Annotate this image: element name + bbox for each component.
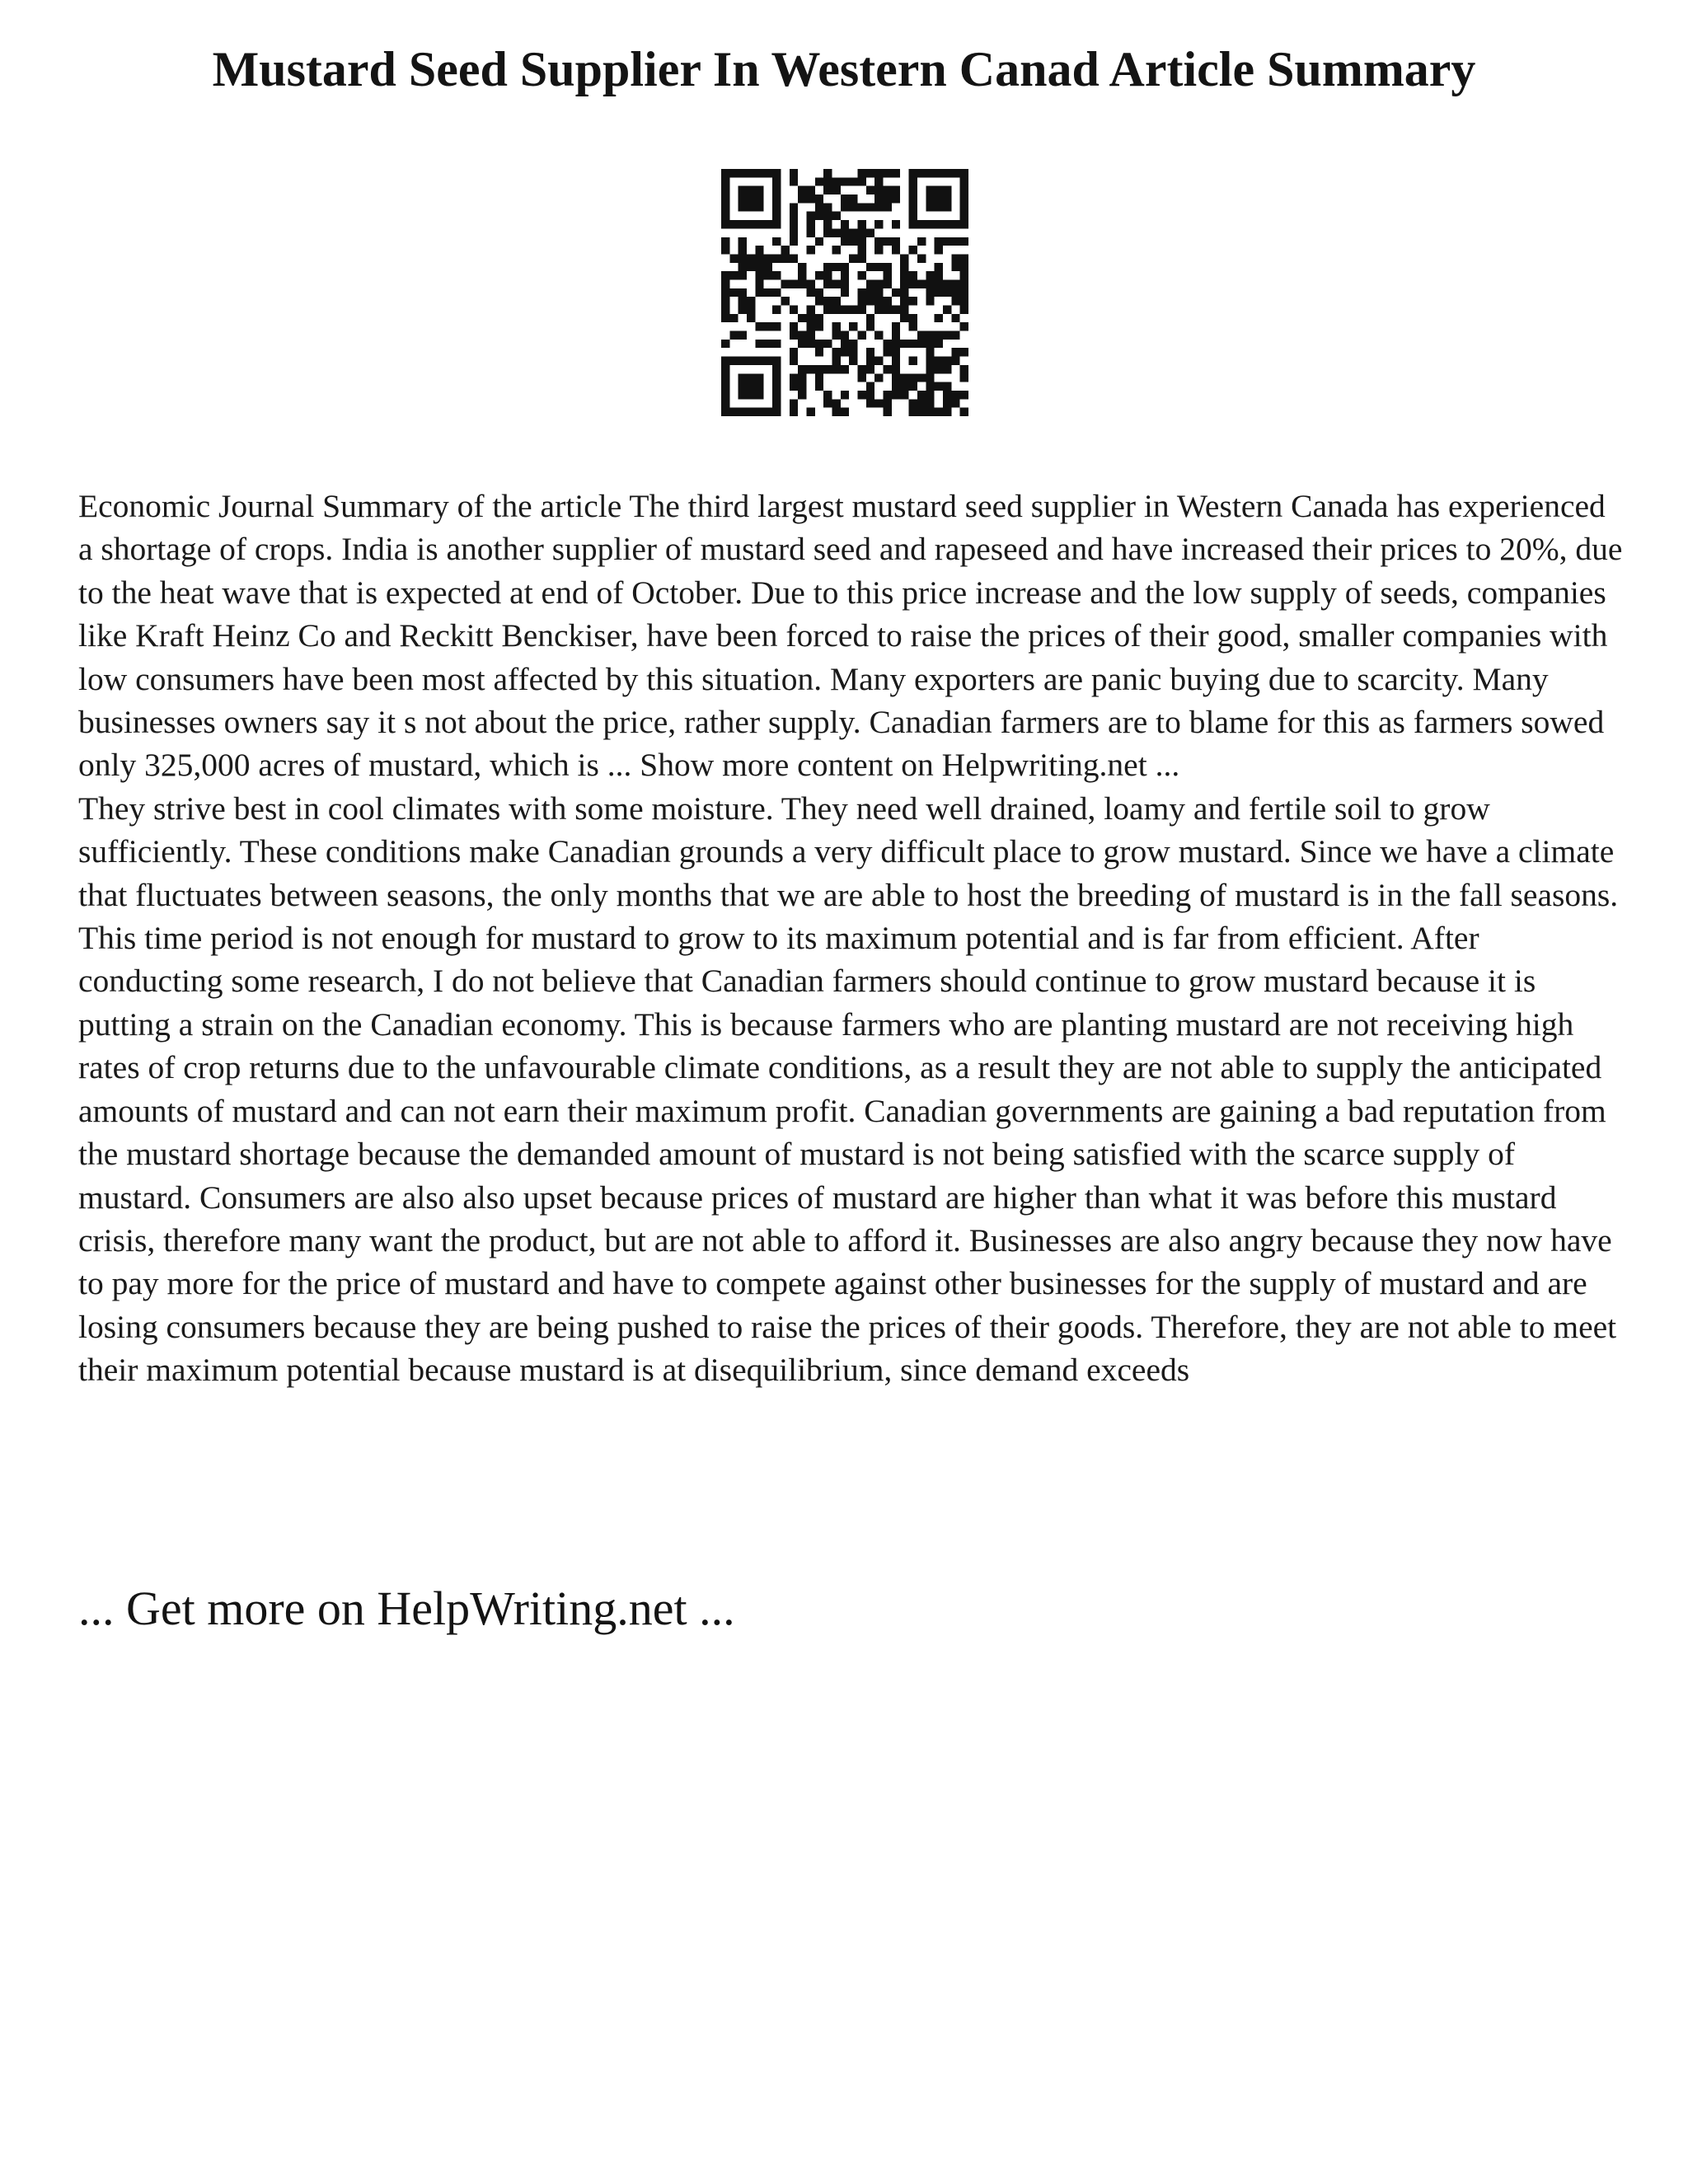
article-paragraph-2: They strive best in cool climates with some moisture. They need well drained, loamy and fertile soil to grow sufficiently. These conditions make Canadian grounds a very difficult place to grow mustard. Since we have a climate that fluctuates between seasons, the only months that we are able to host the breeding of mustard is in the fall seasons. This time period is not enough for mustard to grow to its maximum potential and is far from efficient. After conducting some research, I do not believe that Canadian farmers should continue to grow mustard because it is putting a strain on the Canadian economy. This is because farmers who are planting mustard are not receiving high rates of crop returns due to the unfavourable climate conditions, as a result they are not able to supply the anticipated amounts of mustard and can not earn their maximum profit. Canadian governments are gaining a bad reputation from the mustard shortage because the demanded amount of mustard is not being satisfied with the scarce supply of mustard. Consumers are also also upset because prices of mustard are higher than what it was before this mustard crisis, therefore many want the product, but are not able to afford it. Businesses are also angry because they now have to pay more for the price of mustard and have to compete against other businesses for the supply of mustard and are losing consumers because they are being pushed to raise the prices of their goods. Therefore, they are not able to meet their maximum potential because mustard is at disequilibrium, since demand exceeds [78,790,1619,1389]
document-title: Mustard Seed Supplier In Western Canad Article Summary [212,42,1476,96]
get-more-link[interactable]: ... Get more on HelpWriting.net ... [78,1582,735,1635]
article-body [78,485,1628,1392]
article-paragraph-1: Economic Journal Summary of the article The third largest mustard seed supplier in Western Canada has experienced a shortage of crops. India is another supplier of mustard seed and rapeseed and have increased their prices to 20%, due to the heat wave that is expected at end of October. Due to this price increase and the low supply of seeds, companies like Kraft Heinz Co and Reckitt Benckiser, have been forced to raise the prices of their good, smaller companies with low consumers have been most affected by this situation. Many exporters are panic buying due to scarcity. Many businesses owners say it s not about the price, rather supply. Canadian farmers are to blame for this as farmers sowed only 325,000 acres of mustard, which is ... Show more content on Helpwriting.net ... [78,488,1623,784]
qr-code-graphic [721,169,968,416]
qr-code-icon[interactable] [721,169,968,416]
